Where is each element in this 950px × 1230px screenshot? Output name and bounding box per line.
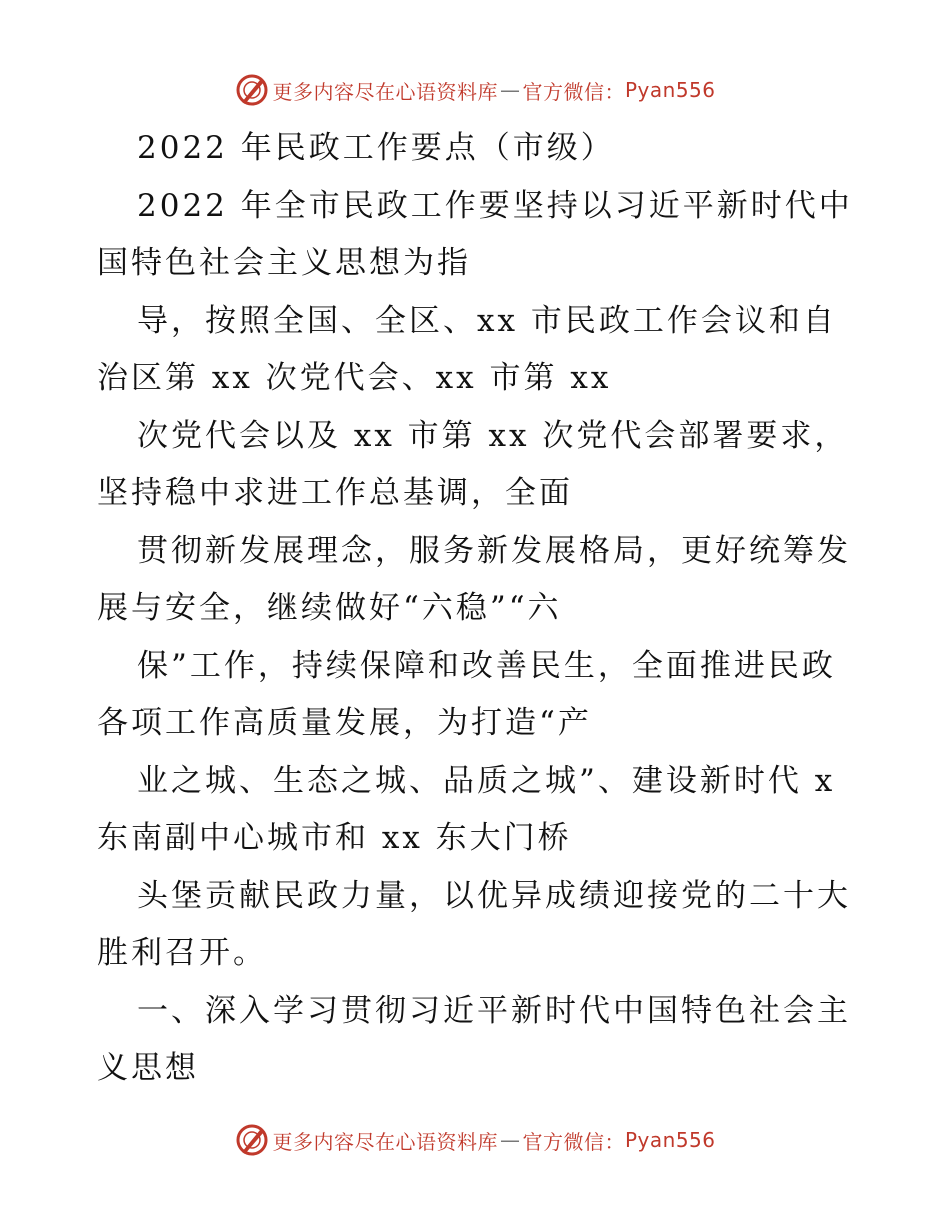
document-line: 保”工作，持续保障和改善民生，全面推进民政: [137, 647, 836, 684]
watermark-wechat-label: 官方微信：: [522, 79, 625, 104]
document-line: 头堡贡献民政力量，以优异成绩迎接党的二十大: [137, 877, 851, 914]
document-title: 2022 年民政工作要点（市级）: [137, 130, 615, 166]
pen-circle-logo-icon: [234, 72, 270, 108]
watermark-wechat-id: Pyan556: [624, 1128, 716, 1152]
document-line: 国特色社会主义思想为指: [97, 245, 471, 281]
document-line: 坚持稳中求进工作总基调，全面: [97, 475, 573, 511]
document-line: 各项工作高质量发展，为打造“产: [97, 705, 592, 741]
document-line: 治区第 xx 次党代会、xx 市第 xx: [97, 360, 612, 396]
section-heading: 一、深入学习贯彻习近平新时代中国特色社会主: [137, 992, 851, 1029]
watermark-separator: —: [499, 78, 521, 102]
document-body: [97, 120, 857, 1098]
document-line: 贯彻新发展理念，服务新发展格局，更好统筹发: [137, 532, 851, 569]
watermark-wechat-label: 官方微信：: [522, 1129, 625, 1154]
watermark-banner-top: [0, 70, 950, 110]
watermark-separator: —: [499, 1128, 521, 1152]
document-line: 胜利召开。: [97, 935, 267, 971]
document-line: 业之城、生态之城、品质之城”、建设新时代 x: [137, 762, 836, 799]
watermark-wechat-id: Pyan556: [624, 78, 716, 102]
document-line: 展与安全，继续做好“六稳”“六: [97, 590, 562, 626]
watermark-banner-bottom: [0, 1120, 950, 1160]
document-line: 次党代会以及 xx 市第 xx 次党代会部署要求，: [137, 417, 849, 454]
watermark-brand-text: 更多内容尽在心语资料库: [272, 1129, 498, 1154]
section-heading-continued: 义思想: [97, 1050, 199, 1086]
pen-circle-logo-icon: [234, 1122, 270, 1158]
document-line: 导，按照全国、全区、xx 市民政工作会议和自: [137, 302, 837, 339]
document-line: 东南副中心城市和 xx 东大门桥: [97, 820, 572, 856]
watermark-brand-text: 更多内容尽在心语资料库: [272, 79, 498, 104]
document-line: 2022 年全市民政工作要坚持以习近平新时代中: [137, 187, 853, 224]
